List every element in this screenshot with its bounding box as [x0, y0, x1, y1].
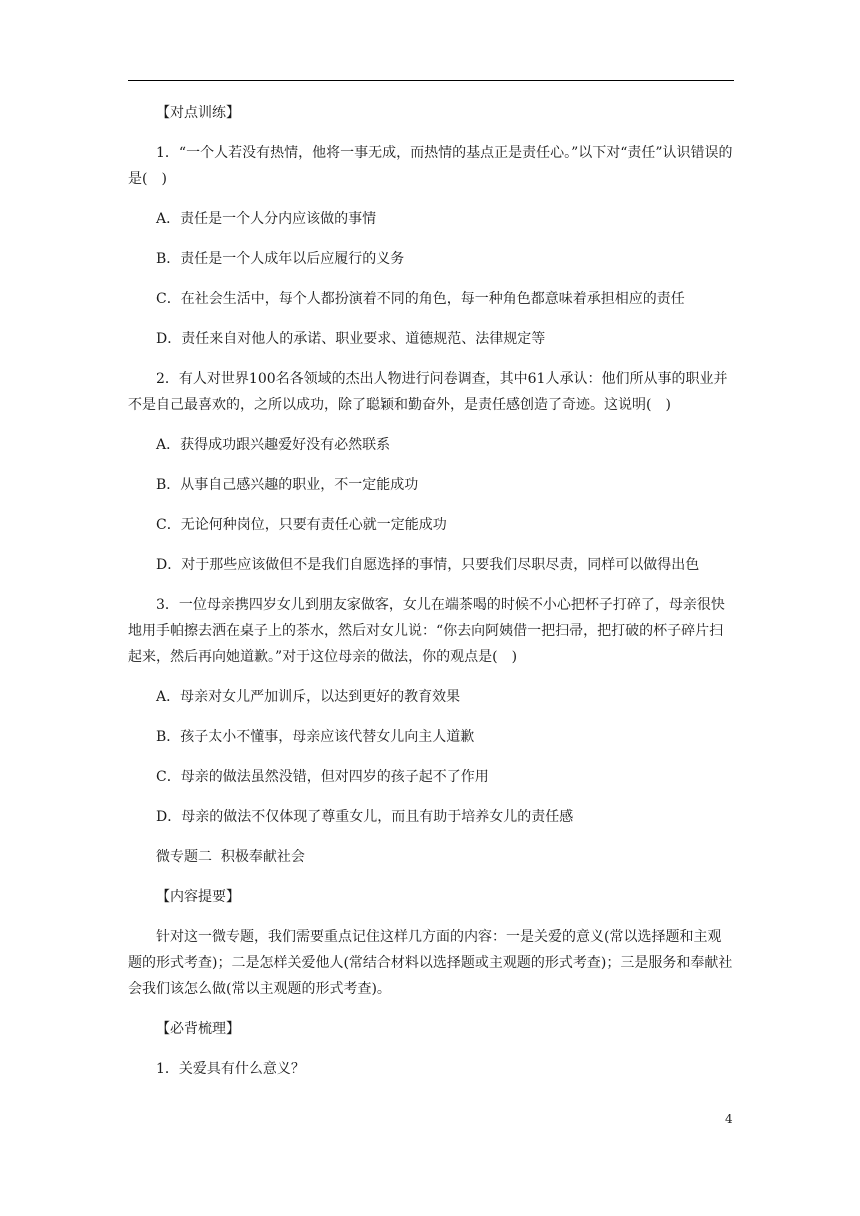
question-2-option-c: C．无论何种岗位，只要有责任心就一定能成功	[156, 517, 447, 533]
question-3-option-d: D．母亲的做法不仅体现了尊重女儿，而且有助于培养女儿的责任感	[156, 809, 574, 825]
question-2-option-a: A．获得成功跟兴趣爱好没有必然联系	[156, 437, 391, 453]
heading-summary: 【内容提要】	[156, 889, 240, 905]
heading-review: 【必背梳理】	[156, 1021, 240, 1037]
question-3-stem: 3．一位母亲携四岁女儿到朋友家做客，女儿在端茶喝的时候不小心把杯子打碎了，母亲很快地用手帕擦去洒在桌子上的茶水，然后对女儿说：“你去向阿姨借一把扫帚，把打破的杯子碎片扫起来，然后再向她道歉。”对于这位母亲的做法，你的观点是( )	[128, 597, 725, 665]
page-number: 4	[725, 1112, 733, 1126]
question-3-option-a: A．母亲对女儿严加训斥，以达到更好的教育效果	[156, 689, 461, 705]
question-1-option-a: A．责任是一个人分内应该做的事情	[156, 211, 377, 227]
question-1-option-d: D．责任来自对他人的承诺、职业要求、道德规范、法律规定等	[156, 331, 546, 347]
question-3-option-b: B．孩子太小不懂事，母亲应该代替女儿向主人道歉	[156, 729, 475, 745]
question-3-option-c: C．母亲的做法虽然没错，但对四岁的孩子起不了作用	[156, 769, 489, 785]
heading-drill: 【对点训练】	[156, 105, 240, 121]
document-body	[128, 100, 734, 1082]
question-1-option-c: C．在社会生活中，每个人都扮演着不同的角色，每一种角色都意味着承担相应的责任	[156, 291, 685, 307]
question-2-stem: 2．有人对世界100名各领域的杰出人物进行问卷调查，其中61人承认：他们所从事的职业并不是自己最喜欢的，之所以成功，除了聪颖和勤奋外，是责任感创造了奇迹。这说明( )	[128, 371, 728, 413]
section-title: 微专题二 积极奉献社会	[156, 849, 305, 865]
question-1-option-b: B．责任是一个人成年以后应履行的义务	[156, 251, 405, 267]
header-rule	[128, 80, 734, 81]
review-item-1: 1．关爱具有什么意义？	[156, 1061, 305, 1077]
question-2-option-b: B．从事自己感兴趣的职业，不一定能成功	[156, 477, 419, 493]
question-2-option-d: D．对于那些应该做但不是我们自愿选择的事情，只要我们尽职尽责，同样可以做得出色	[156, 557, 700, 573]
summary-paragraph: 针对这一微专题，我们需要重点记住这样几方面的内容：一是关爱的意义(常以选择题和主观题的形式考查)；二是怎样关爱他人(常结合材料以选择题或主观题的形式考查)；三是服务和奉献社会我们该怎么做(常以主观题的形式考查)。	[128, 929, 733, 997]
question-1-stem: 1．“一个人若没有热情，他将一事无成，而热情的基点正是责任心。”以下对“责任”认识错误的是( )	[128, 145, 733, 187]
